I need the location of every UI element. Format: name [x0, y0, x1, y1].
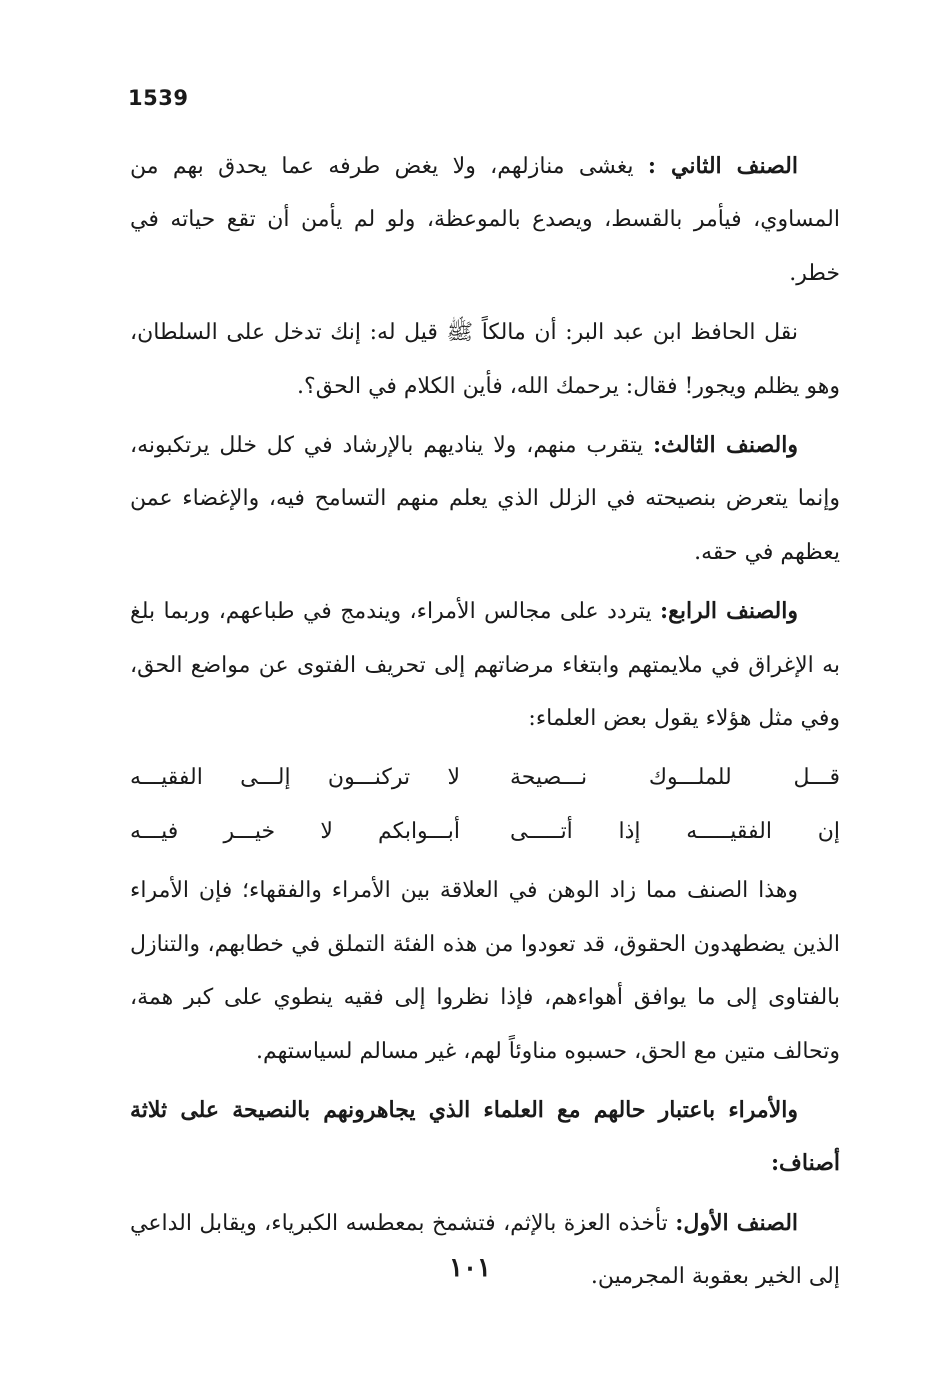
verse-second-hemistich: أبـــوابكم لا خيـــر فيـــه: [130, 818, 460, 844]
verse-line: [130, 751, 840, 804]
paragraph-text: والأمراء باعتبار حالهم مع العلماء الذي يجاهرونهم بالنصيحة على ثلاثة أصناف:: [130, 1096, 840, 1177]
verse-line: [130, 805, 840, 858]
paragraph-text: يغشى منازلهم، ولا يغض طرفه عما يحدق بهم من المساوي، فيأمر بالقسط، ويصدع بالموعظة، ولو لم يأمن أن تقع حياته في خطر.: [130, 154, 840, 286]
paragraph-fourth-type: [130, 585, 840, 745]
paragraph-third-type: [130, 419, 840, 579]
paragraph-first-type: [130, 1197, 840, 1304]
page-body: [130, 140, 840, 1310]
paragraph-text: يتقرب منهم، ولا يناديهم بالإرشاد في كل خلل يرتكبونه، وإنما يتعرض بنصيحته في الزلل الذي يعلم منهم التسامح فيه، والإغضاء عمن يعظهم في حقه.: [130, 433, 840, 565]
paragraph-weakening: [130, 864, 840, 1078]
paragraph-text: تأخذه العزة بالإثم، فتشمخ بمعطسه الكبرياء، ويقابل الداعي إلى الخير بعقوبة المجرمين.: [130, 1210, 840, 1290]
paragraph-text: نقل الحافظ ابن عبد البر: أن مالكاً ﷺ قيل له: إنك تدخل على السلطان، وهو يظلم ويجور! فقال: يرحمك الله، فأين الكلام في الحق؟.: [130, 320, 840, 399]
paragraph-lead: والصنف الرابع:: [659, 598, 799, 625]
paragraph-text: وهذا الصنف مما زاد الوهن في العلاقة بين الأمراء والفقهاء؛ فإن الأمراء الذين يضطهدون الحقوق، قد تعودوا من هذه الفئة التملق في خطابهم، والتنازل بالفتاوى إلى ما يوافق أهواءهم، فإذا نظروا إلى فقيه ينطوي على كبر همة، وتحالف متين مع الحق، حسبوه مناوئاً لهم، غير مسالم لسياستهم.: [130, 878, 840, 1064]
paragraph-lead: والصنف الثالث:: [652, 432, 798, 459]
verse-first-hemistich: قـــل للملـــوك نـــصيحة: [510, 765, 840, 791]
paragraph-ibn-abd-al-barr: [130, 306, 840, 413]
paragraph-text: يتردد على مجالس الأمراء، ويندمج في طباعهم، وربما بلغ به الإغراق في ملايمتهم وابتغاء مرضاتهم إلى تحريف الفتوى عن مواضع الحق، وفي مثل هؤلاء يقول بعض العلماء:: [130, 599, 840, 732]
page-number-top: 1539: [128, 86, 189, 110]
paragraph-lead: الصنف الأول:: [675, 1209, 799, 1236]
paragraph-second-type: [130, 140, 840, 300]
paragraph-lead: الصنف الثاني :: [647, 153, 798, 179]
paragraph-three-types-heading: [130, 1084, 840, 1191]
verse-second-hemistich: لا تركنـــون إلـــى الفقيـــه: [130, 765, 460, 791]
verse-first-hemistich: إن الفقيـــــه إذا أتـــــى: [510, 818, 840, 844]
folio-number: ١٠١: [449, 1253, 491, 1283]
